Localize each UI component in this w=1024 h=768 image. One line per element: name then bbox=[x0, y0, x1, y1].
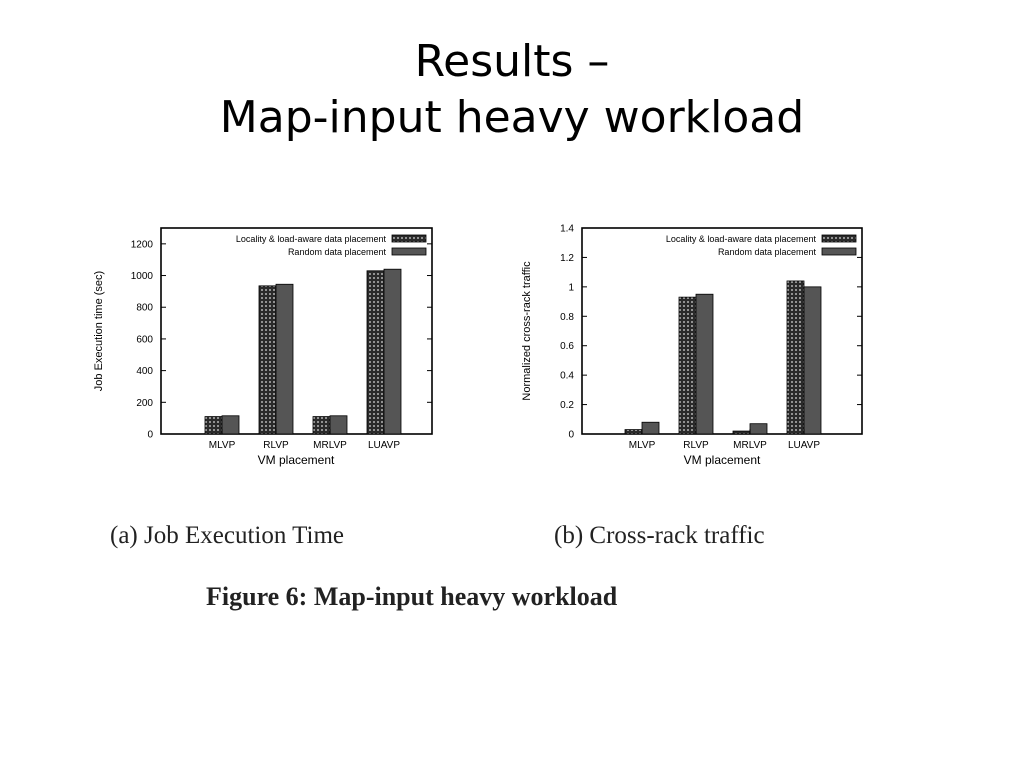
y-tick-label: 1.2 bbox=[560, 252, 574, 264]
x-tick-label: MRLVP bbox=[313, 440, 347, 451]
x-tick-label: MLVP bbox=[208, 440, 236, 451]
bar-random bbox=[384, 269, 401, 434]
bar-locality-aware bbox=[367, 271, 384, 434]
caption-a: (a) Job Execution Time bbox=[110, 522, 345, 549]
legend-swatch bbox=[822, 248, 856, 255]
bar-random bbox=[804, 287, 821, 434]
bar-random bbox=[222, 416, 239, 434]
y-tick-label: 1000 bbox=[130, 271, 153, 283]
x-axis-label: VM placement bbox=[683, 453, 761, 467]
legend-swatch bbox=[822, 235, 856, 242]
chart-job-execution-time bbox=[88, 212, 448, 482]
x-tick-label: LUAVP bbox=[367, 440, 401, 451]
y-tick-label: 0.8 bbox=[560, 311, 574, 323]
y-tick-label: 0.2 bbox=[560, 400, 574, 412]
caption-b: (b) Cross-rack traffic bbox=[554, 522, 765, 549]
bar-locality-aware bbox=[679, 297, 696, 434]
x-tick-label: RLVP bbox=[683, 440, 709, 451]
x-axis-label: VM placement bbox=[257, 453, 335, 467]
figure-caption: Figure 6: Map-input heavy workload bbox=[206, 582, 618, 611]
x-tick-label: MLVP bbox=[628, 440, 656, 451]
y-tick-label: 1 bbox=[568, 282, 574, 294]
bar-locality-aware bbox=[313, 417, 330, 434]
x-tick-label: LUAVP bbox=[787, 440, 821, 451]
bar-random bbox=[750, 424, 767, 434]
bar-locality-aware bbox=[205, 417, 222, 434]
legend-label: Locality & load-aware data placement bbox=[665, 234, 816, 244]
y-tick-label: 0 bbox=[568, 429, 574, 441]
bar-random bbox=[696, 294, 713, 434]
bar-locality-aware bbox=[733, 431, 750, 434]
y-tick-label: 600 bbox=[136, 334, 153, 346]
legend-label: Random data placement bbox=[717, 247, 816, 257]
y-tick-label: 0.4 bbox=[560, 370, 574, 382]
slide-title bbox=[0, 34, 1024, 146]
y-axis-label: Normalized cross-rack traffic bbox=[521, 261, 533, 401]
bar-locality-aware bbox=[259, 286, 276, 434]
x-tick-label: MRLVP bbox=[733, 440, 767, 451]
bar-random bbox=[276, 284, 293, 434]
slide-title-line2: Map-input heavy workload bbox=[219, 92, 805, 143]
bar-random bbox=[642, 422, 659, 434]
y-tick-label: 800 bbox=[136, 302, 153, 314]
y-tick-label: 1.4 bbox=[560, 223, 574, 235]
legend-swatch bbox=[392, 248, 426, 255]
y-axis-label: Job Execution time (sec) bbox=[93, 270, 105, 392]
legend-label: Locality & load-aware data placement bbox=[235, 234, 386, 244]
bar-locality-aware bbox=[625, 430, 642, 434]
y-tick-label: 1200 bbox=[130, 239, 153, 251]
y-tick-label: 0.6 bbox=[560, 341, 574, 353]
bar-random bbox=[330, 416, 347, 434]
legend-swatch bbox=[392, 235, 426, 242]
chart-cross-rack-traffic bbox=[518, 212, 878, 482]
y-tick-label: 0 bbox=[147, 429, 153, 441]
y-tick-label: 200 bbox=[136, 397, 153, 409]
slide-title-line1: Results – bbox=[414, 36, 610, 87]
legend-label: Random data placement bbox=[287, 247, 386, 257]
x-tick-label: RLVP bbox=[263, 440, 289, 451]
bar-locality-aware bbox=[787, 281, 804, 434]
y-tick-label: 400 bbox=[136, 366, 153, 378]
